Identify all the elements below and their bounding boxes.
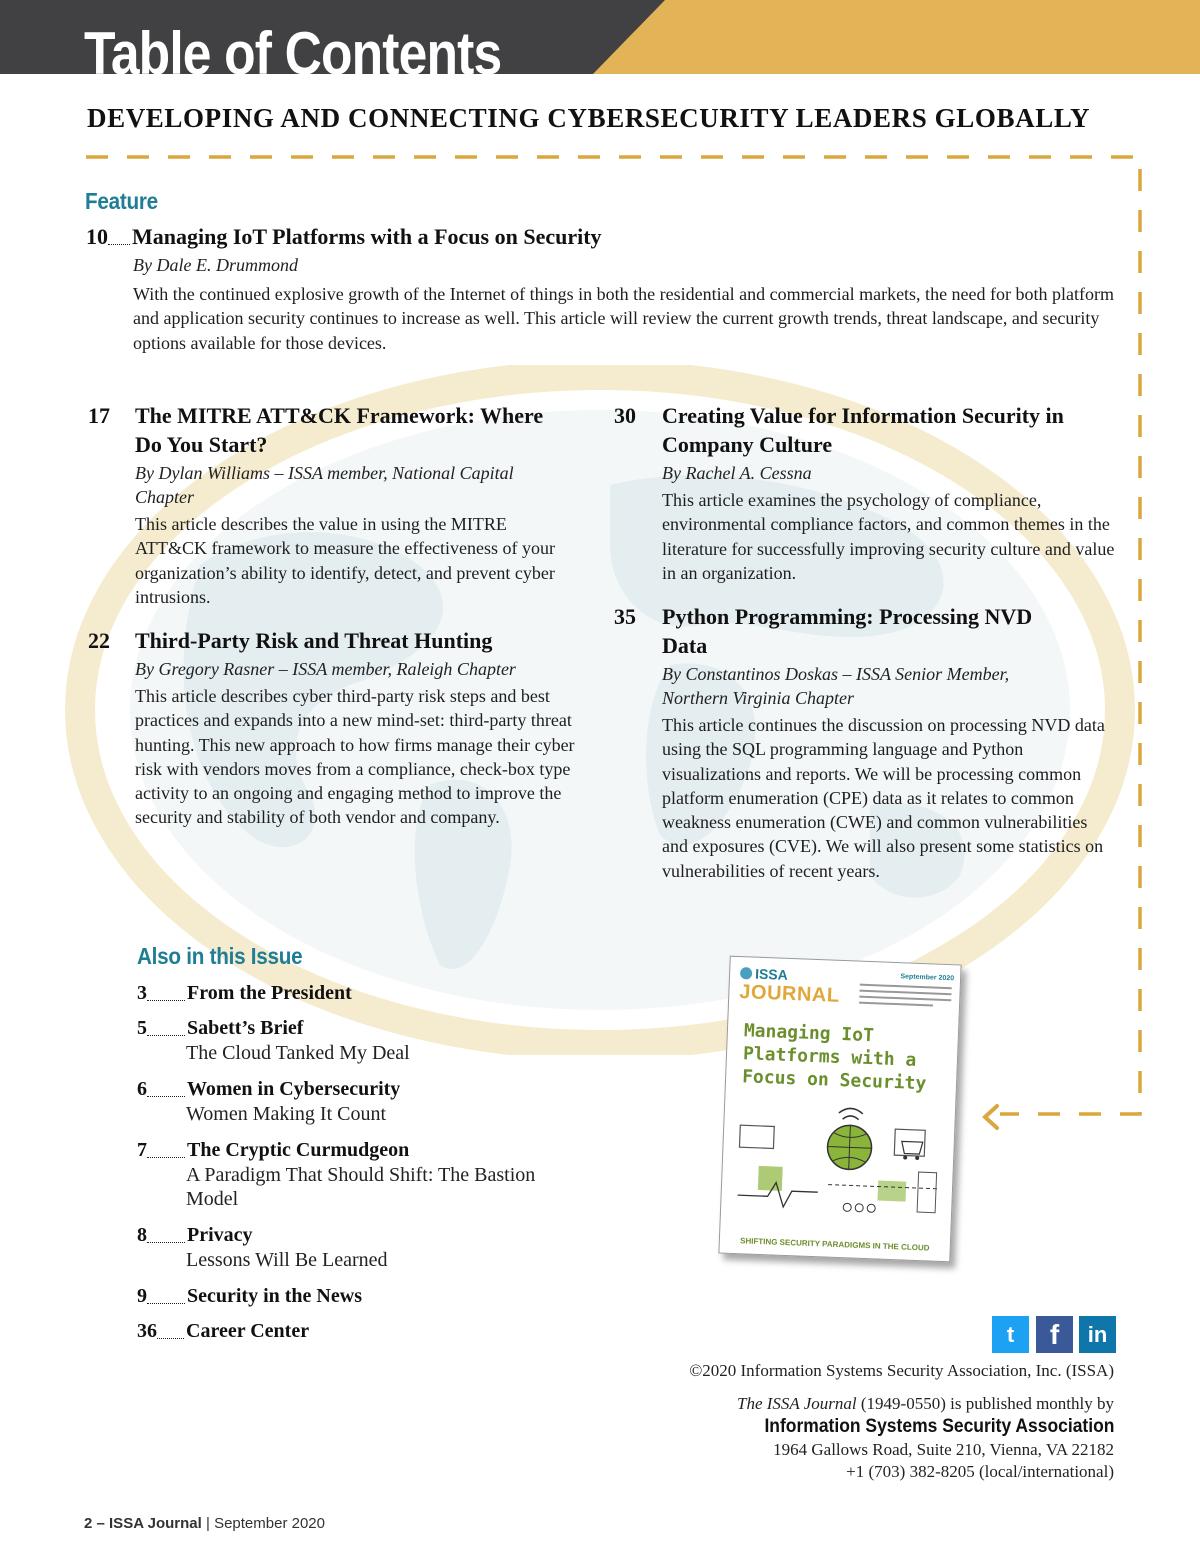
issue-subtitle: Lessons Will Be Learned: [186, 1249, 388, 1271]
feature-heading: Feature: [85, 188, 158, 214]
feature-byline: By Dale E. Drummond: [133, 255, 298, 275]
leader-dots: [147, 1242, 185, 1243]
cover-month: September 2020: [900, 973, 955, 983]
linkedin-glyph: in: [1087, 1321, 1108, 1347]
issue-item-6[interactable]: [137, 1076, 586, 1126]
issue-page-number: 8: [137, 1224, 147, 1246]
issue-page-number: 7: [137, 1139, 147, 1161]
globe-logo-icon: [740, 967, 752, 979]
feature-page-number: 10: [86, 224, 108, 249]
page-footer: [84, 1515, 325, 1532]
issue-subtitle: A Paradigm That Should Shift: The Bastion Model: [186, 1164, 536, 1210]
page-title: Table of Contents: [84, 20, 502, 87]
article-page-number: 35: [614, 604, 636, 629]
issue-item-36[interactable]: [137, 1318, 309, 1344]
issue-date: September 2020: [214, 1515, 325, 1532]
publication-line: [737, 1394, 1114, 1414]
article-byline: By Rachel A. Cessna: [662, 463, 812, 483]
article-description: This article examines the psychology of compliance, environmental compliance factors, and common themes in the literature for successfully improving security culture and value in an organization.: [662, 490, 1115, 583]
also-heading: Also in this Issue: [137, 943, 303, 969]
issue-item-8[interactable]: [137, 1222, 586, 1272]
tagline: DEVELOPING AND CONNECTING CYBERSECURITY LEADERS GLOBALLY: [87, 103, 1091, 133]
issue-subtitle: The Cloud Tanked My Deal: [186, 1042, 410, 1064]
issue-title[interactable]: From the President: [187, 982, 352, 1004]
leader-dots: [147, 1035, 185, 1036]
issue-subtitle: Women Making It Count: [186, 1103, 387, 1125]
phone: +1 (703) 382-8205 (local/international): [846, 1462, 1114, 1481]
issue-item-5[interactable]: [137, 1015, 586, 1065]
issue-title[interactable]: Career Center: [186, 1320, 310, 1342]
twitter-glyph: t: [1006, 1321, 1015, 1347]
footer-separator: |: [201, 1515, 215, 1532]
issue-page-number: 3: [137, 982, 147, 1004]
article-30[interactable]: [614, 401, 1124, 585]
cover-footer: SHIFTING SECURITY PARADIGMS IN THE CLOUD: [739, 1236, 930, 1253]
copyright: ©2020 Information Systems Security Association, Inc. (ISSA): [689, 1361, 1114, 1380]
article-22[interactable]: [88, 626, 588, 830]
journal-cover[interactable]: [718, 956, 961, 1263]
page-label: 2 – ISSA Journal: [84, 1515, 202, 1532]
article-page-number: 22: [88, 628, 110, 653]
article-description: This article describes the value in using the MITRE ATT&CK framework to measure the effectiveness of your organization’s ability to identify, detect, and prevent cyber intrusions.: [135, 514, 556, 607]
article-byline: By Gregory Rasner – ISSA member, Raleigh Chapter: [135, 659, 516, 679]
article-page-number: 30: [614, 403, 636, 428]
cover-illustration: [726, 1095, 949, 1233]
article-17[interactable]: [88, 401, 588, 609]
issue-item-9[interactable]: [137, 1283, 362, 1309]
issue-item-7[interactable]: [137, 1137, 586, 1211]
article-byline: By Dylan Williams – ISSA member, National Capital Chapter: [135, 463, 514, 507]
cover-headline: Managing IoT Platforms with a Focus on Security: [741, 1020, 927, 1095]
twitter-icon[interactable]: [992, 1316, 1029, 1353]
issue-page-number: 9: [137, 1285, 147, 1307]
article-page-number: 17: [88, 403, 110, 428]
article-byline: By Constantinos Doskas – ISSA Senior Member, Northern Virginia Chapter: [662, 664, 1010, 708]
issue-page-number: 6: [137, 1078, 147, 1100]
leader-dots: [108, 244, 130, 245]
leader-dots: [147, 1000, 185, 1001]
linkedin-icon[interactable]: [1079, 1316, 1116, 1353]
facebook-glyph: f: [1049, 1318, 1060, 1350]
article-description: This article describes cyber third-party risk steps and best practices and expands into a new mind-set: third-party threat hunting. This new approach to how firms manage their cyber risk with vendors moves from a compliance, check-box type activity to an ongoing and engaging method to improve the security and stability of both vendor and company.: [135, 686, 575, 828]
journal-name: The ISSA Journal: [737, 1394, 857, 1413]
feature-title[interactable]: Managing IoT Platforms with a Focus on Security: [132, 224, 602, 249]
issue-page-number: 36: [137, 1320, 157, 1342]
leader-dots: [147, 1157, 185, 1158]
issue-item-3[interactable]: [137, 980, 352, 1006]
feature-description: With the continued explosive growth of the Internet of things in both the residential and commercial markets, the need for both platform and application security continues to increase as well. This article will review the current growth trends, threat landscape, and security options available for those devices.: [133, 284, 1114, 353]
publication-rest: (1949-0550) is published monthly by: [856, 1394, 1114, 1413]
issue-page-number: 5: [137, 1017, 147, 1039]
article-description: This article continues the discussion on processing NVD data using the SQL programming language and Python visualizations and reports. We will be processing common platform enumeration (CPE) data as it relates to common weakness enumeration (CWE) and common vulnerabilities and exposures (CVE). We will also present some statistics on vulnerabilities of recent years.: [662, 715, 1105, 881]
issue-title[interactable]: Security in the News: [187, 1285, 362, 1307]
article-title[interactable]: The MITRE ATT&CK Framework: Where Do You Start?: [135, 403, 544, 457]
cover-toc-lines: [859, 984, 952, 1012]
issue-title[interactable]: Sabett’s Brief: [187, 1017, 304, 1039]
issue-title[interactable]: The Cryptic Curmudgeon: [187, 1139, 410, 1161]
address: 1964 Gallows Road, Suite 210, Vienna, VA 22182: [773, 1440, 1114, 1459]
article-title[interactable]: Third-Party Risk and Threat Hunting: [135, 628, 493, 653]
issue-title[interactable]: Privacy: [187, 1224, 253, 1246]
cover-brand-top: ISSA: [754, 965, 789, 983]
cover-brand-bottom: JOURNAL: [738, 981, 840, 1007]
article-title[interactable]: Python Programming: Processing NVD Data: [662, 604, 1033, 658]
association-name: Information Systems Security Association: [763, 1416, 1114, 1437]
article-35[interactable]: [614, 602, 1124, 883]
leader-dots: [147, 1303, 185, 1304]
leader-dots: [157, 1338, 184, 1339]
article-title[interactable]: Creating Value for Information Security in Company Culture: [662, 403, 1064, 457]
leader-dots: [147, 1096, 185, 1097]
facebook-icon[interactable]: [1036, 1316, 1073, 1353]
feature-article[interactable]: [86, 222, 1126, 355]
issue-title[interactable]: Women in Cybersecurity: [187, 1078, 401, 1100]
